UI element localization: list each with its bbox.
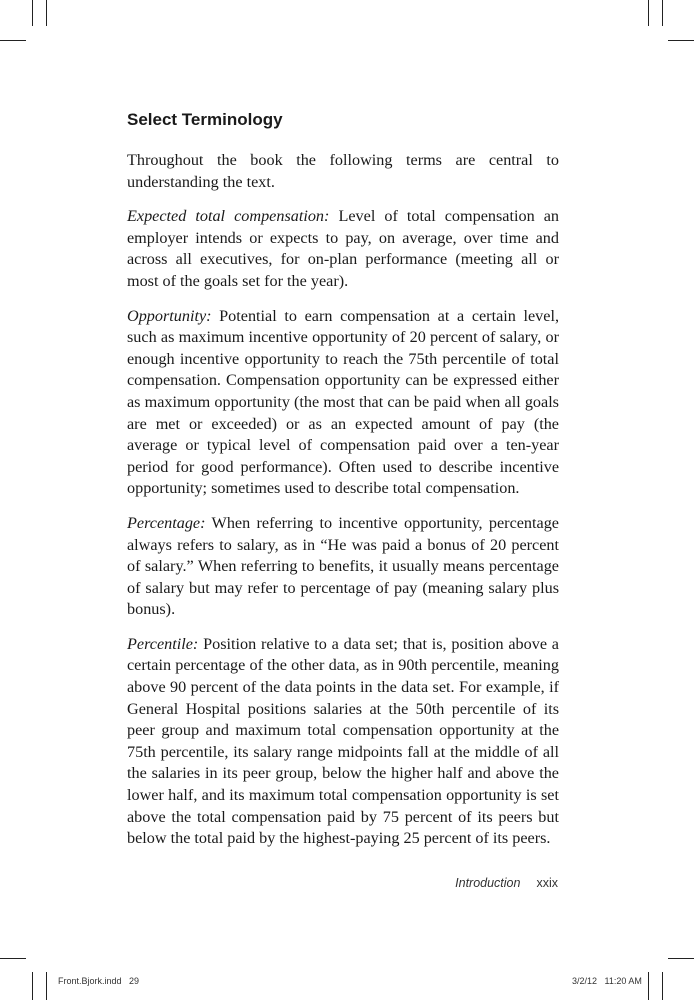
crop-mark	[0, 958, 26, 959]
running-footer	[455, 876, 558, 890]
definition-term: Percentage:	[127, 513, 206, 532]
definition-term: Expected total compensation:	[127, 207, 330, 226]
crop-mark	[46, 972, 47, 1000]
definition-paragraph	[127, 306, 559, 500]
definition-text: Potential to earn compensation at a certain level, such as maximum incentive opportunity of 20 percent of salary, or enough incentive opportunity to reach the 75th percentile of total compensation. Compensation opportunity can be expressed either as maximum opportunity (the most that can be paid when all goals are met or exceeded) or as an expected amount of pay (the average or typical level of compensation paid over a ten-year period for good performance). Often used to describe incentive opportunity; sometimes used to describe total compensation.	[127, 306, 559, 498]
body-text	[127, 150, 559, 863]
definition-paragraph	[127, 513, 559, 621]
crop-mark	[648, 0, 649, 26]
crop-mark	[668, 40, 694, 41]
crop-mark	[0, 40, 26, 41]
slug-filename: Front.Bjork.indd 29	[58, 976, 140, 986]
definition-term: Opportunity:	[127, 306, 212, 325]
crop-mark	[32, 0, 33, 26]
section-heading: Select Terminology	[127, 110, 283, 129]
footer-section-title: Introduction	[455, 876, 521, 890]
definition-paragraph	[127, 206, 559, 292]
crop-mark	[32, 972, 33, 1000]
crop-mark	[662, 0, 663, 26]
definition-text: Level of total compensation an employer intends or expects to pay, on average, over time and across all executives, for on-plan performance (meeting all or most of the goals set for the year).	[127, 207, 559, 290]
crop-mark	[668, 958, 694, 959]
slug-timestamp: 3/2/12 11:20 AM	[572, 976, 642, 986]
definition-text: Position relative to a data set; that is, position above a certain percentage of the other data, as in 90th percentile, meaning above 90 percent of the data points in the data set. For example, if General Hospital positions salaries at the 50th percentile of its peer group and maximum total compensation opportunity at the 75th percentile, its salary range midpoints fall at the middle of all the salaries in its peer group, below the higher half and above the lower half, and its maximum total compensation opportunity is set above the total compensation paid by 75 percent of its peers but below the total paid by the highest-paying 25 percent of its peers.	[127, 634, 559, 848]
crop-mark	[662, 972, 663, 1000]
definition-paragraph	[127, 634, 559, 850]
definition-text: When referring to incentive opportunity, percentage always refers to salary, as in “He was paid a bonus of 20 percent of salary.” When referring to benefits, it usually means percentage of salary but may refer to percentage of pay (meaning salary plus bonus).	[127, 513, 559, 619]
crop-mark	[648, 972, 649, 1000]
definition-term: Percentile:	[127, 634, 199, 653]
crop-mark	[46, 0, 47, 26]
intro-paragraph: Throughout the book the following terms are central to understanding the text.	[127, 151, 559, 191]
page-number: xxix	[536, 876, 558, 890]
